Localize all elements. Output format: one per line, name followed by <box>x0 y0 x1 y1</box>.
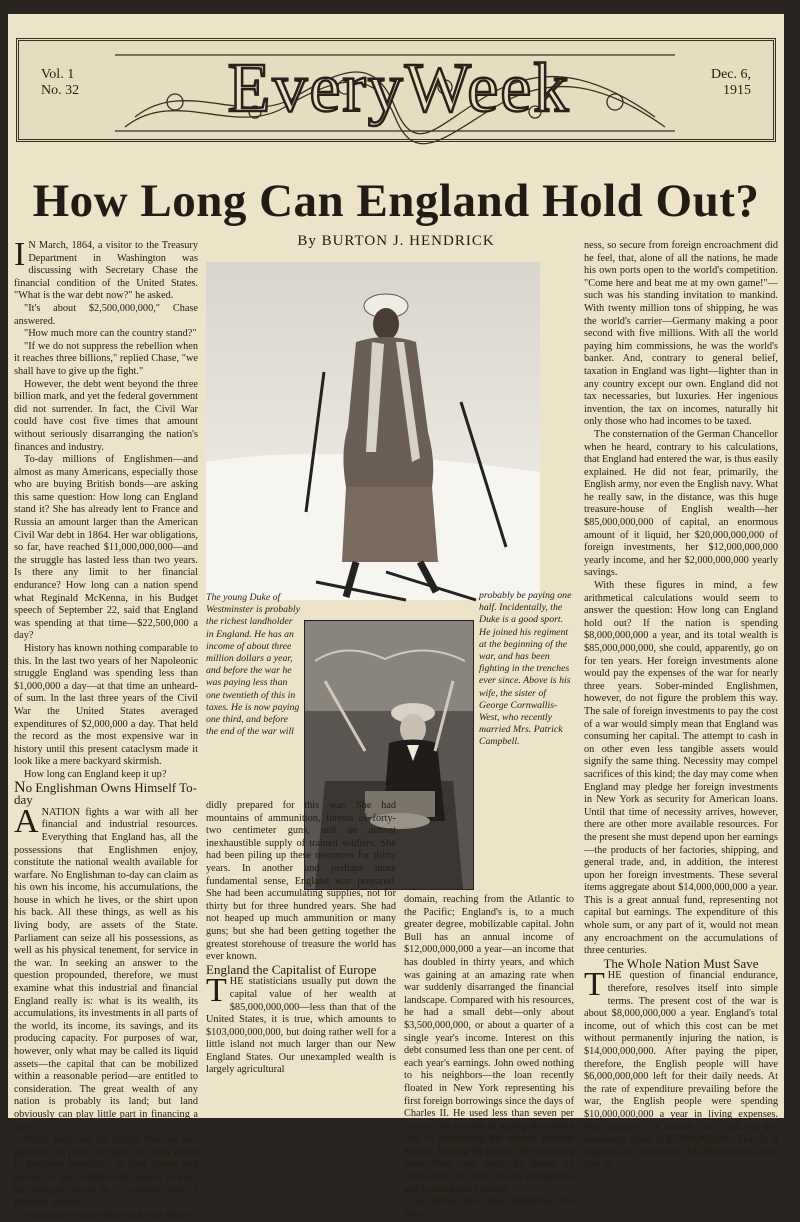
paragraph: didly prepared for this war. She had mountains of ammunition, forests of forty-two centimeter guns, and an almost inexhaustible supply of trained soldiers. She had been piling up these resources for thirty years. In another and perhaps more fundamental sense, England was prepared. She had been accumulating supplies, not for thirty but for three hundred years. She had not heaped up much ammunition or many guns; but she had been getting together the greatest storehouse of treasure the world has ever known. <box>206 800 396 963</box>
section-heading: The Whole Nation Must Save <box>603 955 759 971</box>
paragraph-text: NATION fights a war with all her financial and industrial resources. Everything that England has, all the possessions that Englishmen enjoy, constitute the national wealth available for warfare. No Englishman to-day can claim as his own his income, his accumulations, the house in which he lives, or the shirt upon his back. All these things, as well as his living body, are assets of the State. Parliament can seize all his possessions, as well as his physical tenement, for service in the war. In seeking an answer to the question propounded, therefore, we must examine what this industrial and financial England really is: what is its wealth, its accumulations, its investments in all parts of the world, its income, its savings, and its producing capacity. For purposes of war, however, only what may be called its liquid assets—the capital that can be mobilized within a reasonable period—are entitled to consideration. The great wealth of any nation is probably its land; but land obviously can play little part in financing a war. <box>14 806 198 1133</box>
column-3 <box>404 894 574 1220</box>
paragraph-text: HE question of financial endurance, therefore, resolves itself into simple terms. The present cost of the war is about $8,000,000,000 a year. England's total income, out of which this cost can be met without permanently injuring the nation, is $14,000,000,000. After paying the piper, therefore, the English people will have $6,000,000,000 left for their daily needs. At the rate of expenditure prevailing before the war, the English people were spending $10,000,000,000 a year in living expenses. War expenses, as already said, will cut this allowance down to $5,000,000,000. That is, if England can economize $4,000,000,000 in the cost of <box>584 970 778 1171</box>
photo-caption-right: probably be paying one half. Incidentally, the Duke is a good sport. He joined his regiment at the beginning of the war, and has been fighting in the trenches ever since. Above is his wife, the sister of George Cornwallis-West, who recently married Mrs. Patrick Campbell. <box>479 590 572 748</box>
paragraph <box>14 802 198 1134</box>
paragraph: To-day millions of Englishmen—and almost as many Americans, especially those who are buying British bonds—are asking this same question: How long can England stand it? She has already lent to France and Russia an amount larger than the American Civil War debt in 1864. Her war obligations, so far, have reached $11,000,000,000—and the struggle has lasted less than two years. Is there any limit to her financial endurance? How long can a nation spend what Reginald McKenna, in his Budget speech of September 22, said that England was spending at that time—$22,500,000 a day? <box>14 454 198 642</box>
duke-ski-illustration <box>206 262 540 600</box>
drop-cap: T <box>584 966 605 1004</box>
section-heading <box>14 778 198 808</box>
date-label: Dec. 6, <box>710 67 751 82</box>
paragraph <box>206 972 396 1077</box>
paragraph: "It's about $2,500,000,000," Chase answered. <box>14 302 198 327</box>
paragraph: What, then, are the things that the tax-gatherer can place his hands on, with which to purchase munitions, to feed armies and navies, to pay soldiers and sailors, to keep the military forces in a constant state of efficient action? <box>14 1134 198 1209</box>
masthead <box>16 38 776 142</box>
paragraph: "If we do not suppress the rebellion when it reaches three billions," replied Chase, "we shall have to give up the fight." <box>14 340 198 377</box>
paragraph: So firmly had John established his busi- <box>404 1196 574 1220</box>
paragraph: domain, reaching from the Atlantic to the Pacific; England's is, to a much greater degree, mobilizable capital. John Bull has an annual income of $12,000,000,000 a year—an income that has doubled in thirty years, and which was gaining at an amazing rate when war suddenly disarranged the financial landscape. Compared with his resources, he had a small debt—only about $3,500,000,000, or about a quarter of a single year's income. Interest on this debt consumed less than one per cent. of each year's earnings. John owed nothing to his neighbors—the loan recently floated in New York representing his first foreign borrowings since the days of Charles II. He used less than seven per cent. of his income in paying the annual cost of conducting the world's greatest empire, leaving his people the remaining ninety-three per cent. to spend on themselves, to build up new enterprises, and to make more money. <box>404 894 574 1195</box>
paragraph-text: HE statisticians usually put down the capital value of her wealth at $85,000,000,000—less than that of the United States, it is true, which amounts to $103,000,000,000, but doing rather well for a little island not much larger than our New England States. Our unexampled wealth is largely agricultural <box>206 976 396 1076</box>
paragraph: However, the debt went beyond the three billion mark, and yet the federal government did not surrender. In fact, the Civil War could have cost five times that amount without seriously disarranging the nation's finances and industry. <box>14 378 198 453</box>
paragraph: ness, so secure from foreign encroachment did he feel, that, alone of all the nations, he made his own ports open to the world's competition. "Come here and beat me at my own game!"—such was his standing invitation to mankind. With twenty million tons of shipping, he was the world's carrier—Germany making a poor second with five millions. With all the world paying him commissions, he was the world's banker. And, contrary to general belief, taxation in England was light—lighter than in any country except our own. England did not tax necessaries, but luxuries. Her ingenious invention, the tax on incomes, naturally hit only those who had incomes to be taxed. <box>584 240 778 428</box>
paragraph: Germany, we have been told, was splen- <box>24 1209 191 1221</box>
paragraph: With these figures in mind, a few arithmetical calculations would seem to answer the question: How long can England hold out? If the nation is spending $8,000,000,000 a year, and its total wealth is $85,000,000,000, she could, apparently, go on for ten years. Her foreign investments alone would pay the expenses of the war for nearly three years. Sober-minded Englishmen, however, do not figure the problem this way. The sale of foreign investments to pay the cost of a war would simply mean that England was consuming her capital. The attempt to cash in on other even less tangible assets would signify the same thing. Necessity may compel sacrifices of this kind; the day may come when England may pledge her foreign investments in New York as security for American loans. Until that time of necessity arrives, however, there are other more available resources. For the present she must depend upon her earnings—the products of her factories, shipping, and general trade, and, in addition, the interest upon her foreign investments. These several items aggregate about $14,000,000,000 a year. This is a great annual fund, representing not capital but earnings. The expenditure of this whole sum, or any part of it, would not mean any encroachment on the accumulations of three centuries. <box>584 580 778 957</box>
drop-cap: A <box>14 802 39 840</box>
drop-cap: T <box>206 972 227 1010</box>
duke-ski-photo <box>206 262 540 600</box>
paragraph: "How much more can the country stand?" <box>24 328 197 340</box>
paragraph <box>584 966 778 1172</box>
heading-initial: N <box>14 778 26 796</box>
article-title: How Long Can England Hold Out? <box>32 175 760 227</box>
section-heading: England the Capitalist of Europe <box>206 961 377 977</box>
photo-caption-left: The young Duke of Westminster is probably the richest landholder in England. He has an income of about three million dollars a year, and before the war he was paying less than one twentieth of this in taxes. He is now paying one third, and before the end of the war will <box>206 592 300 738</box>
column-1 <box>14 236 198 1221</box>
issue-date <box>711 67 751 99</box>
magazine-page <box>8 14 784 1221</box>
magazine-title: EveryWeek <box>227 50 571 127</box>
volume-label: Vol. 1 <box>41 67 75 82</box>
paragraph: History has known nothing comparable to this. In the last two years of her Napoleonic struggle England was spending less than $1,000,000 a day—at that time an unheard-of sum. In the last three years of the Civil War the United States averaged expenditures of $2,000,000 a day. That held the record as the most expensive war in history until this present cataclysm made it look like a mere backyard skirmish. <box>14 643 198 768</box>
paragraph: The consternation of the German Chancellor when he heard, contrary to his calculations, that England had entered the war, is thus easily explained. He did not fear, primarily, the English army, nor even the English navy. What he really saw, in the distance, was this huge treasure-house of English wealth—her $85,000,000,000 of capital, an enormous amount of it liquid, her $20,000,000,000 of foreign investments, her $12,000,000,000 yearly income, and her $2,000,000,000 yearly savings. <box>584 428 778 579</box>
paragraph <box>14 236 198 303</box>
heading-text: o Englishman Owns Himself To-day <box>14 779 198 808</box>
paragraph-text: N March, 1864, a visitor to the Treasury Department in Washington was discussing with Secretary Chase the financial condition of the United States. "What is the war debt now?" he asked. <box>14 240 198 302</box>
drop-cap: I <box>14 236 26 273</box>
column-4 <box>584 240 778 1171</box>
paragraph: How long can England keep it up? <box>24 768 167 780</box>
issue-label: No. 32 <box>41 83 80 98</box>
article-byline: By BURTON J. HENDRICK <box>297 233 495 249</box>
column-2 <box>206 800 396 1116</box>
year-label: 1915 <box>723 83 751 98</box>
